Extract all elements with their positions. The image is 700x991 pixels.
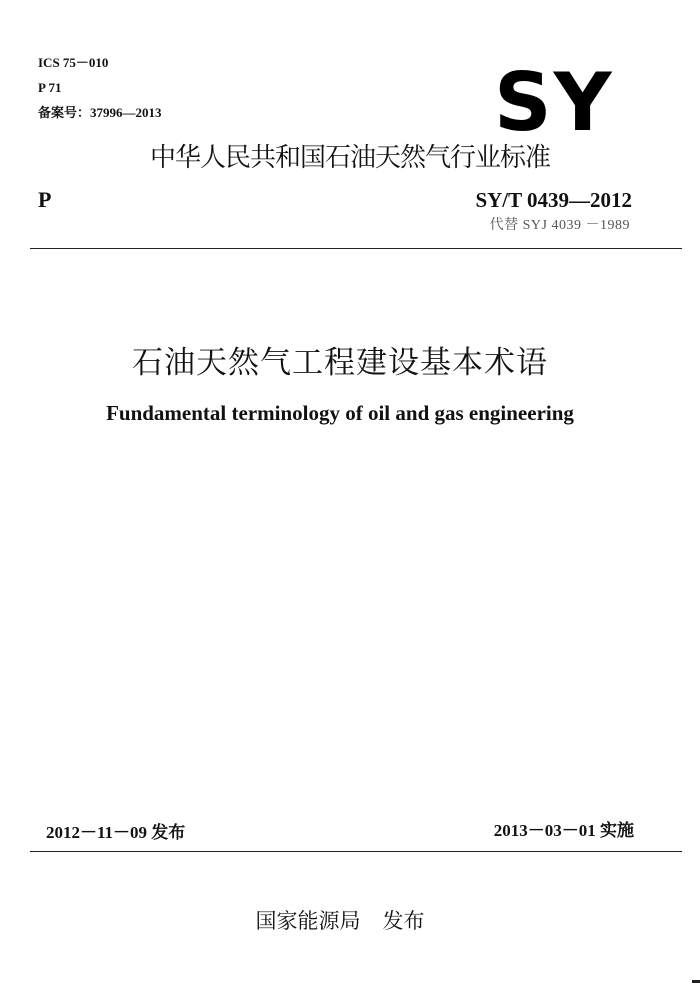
document-title-chinese: 石油天然气工程建设基本术语 (132, 345, 548, 381)
classification-block (38, 50, 162, 125)
replaces-standard: 代替 SYJ 4039 －1989 (489, 218, 630, 233)
publisher-action: 发布 (382, 909, 425, 933)
top-divider (30, 248, 682, 249)
standard-number: SY/T 0439—2012 (475, 188, 632, 212)
sy-logo: SY (494, 56, 614, 149)
standard-category: P (38, 187, 52, 212)
bottom-divider (30, 851, 682, 852)
document-title-english: Fundamental terminology of oil and gas engineering (106, 401, 574, 425)
ccs-code: P 71 (38, 80, 62, 95)
industry-standard-title: 中华人民共和国石油天然气行业标准 (150, 143, 551, 173)
ics-code: ICS 75－010 (38, 55, 109, 70)
implementation-date: 2013－03－01 实施 (493, 821, 634, 840)
publisher-line (0, 906, 680, 936)
filing-number: 备案号：37996—2013 (38, 105, 162, 120)
page-edge-mark (692, 980, 700, 983)
issue-date: 2012－11－09 发布 (46, 823, 186, 842)
publisher-name: 国家能源局 (255, 909, 361, 933)
